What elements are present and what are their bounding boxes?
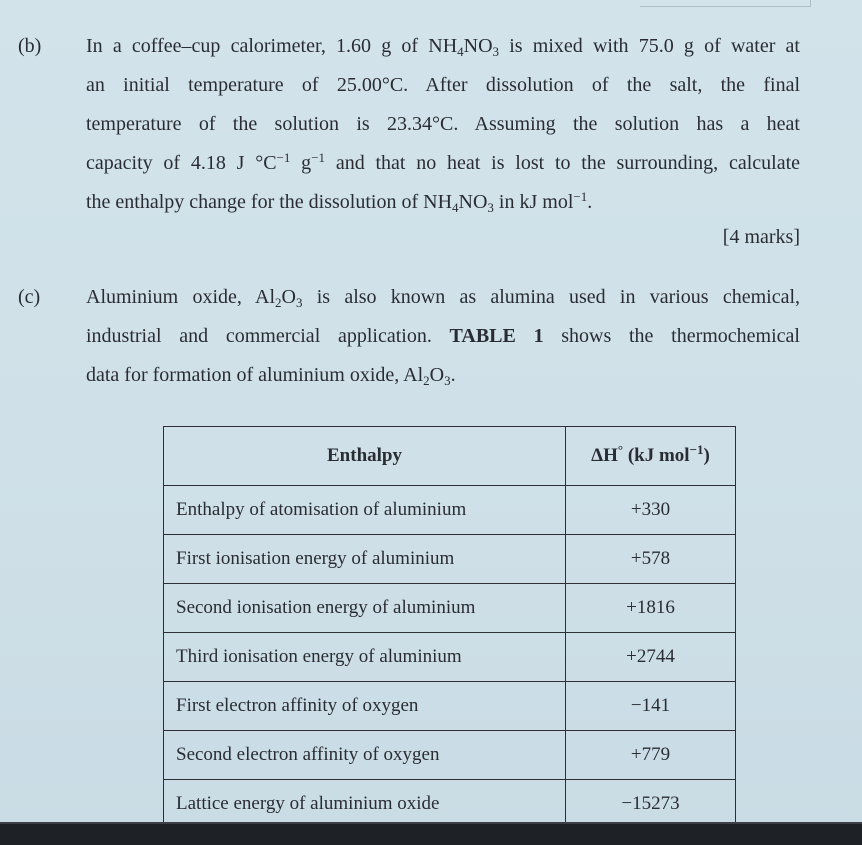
part-c-text	[86, 278, 800, 395]
part-c-line-3: data for formation of aluminium oxide, $Al_2O_3$.	[86, 364, 456, 388]
row-enthalpy-name: Lattice energy of aluminium oxide	[164, 780, 566, 829]
row-enthalpy-value: +578	[566, 535, 736, 584]
row-enthalpy-name: First ionisation energy of aluminium	[164, 535, 566, 584]
part-c-label: (c)	[18, 286, 41, 308]
row-enthalpy-name: Third ionisation energy of aluminium	[164, 633, 566, 682]
part-c-line-2-text: industrial and commercial application. TABLE 1 shows the thermochemical	[86, 325, 800, 347]
table-reference: TABLE 1	[449, 325, 544, 347]
header-delta-h: ΔH° (kJ mol$^{-1}$)	[566, 427, 736, 486]
table-row	[164, 731, 736, 780]
part-c-line-1: Aluminium oxide, $Al_2O_3$ is also known as alumina used in various chemical,	[86, 286, 801, 310]
row-enthalpy-name: Second ionisation energy of aluminium	[164, 584, 566, 633]
row-enthalpy-name: First electron affinity of oxygen	[164, 682, 566, 731]
table-row	[164, 633, 736, 682]
part-b-line-4: capacity of 4.18 J $^\circ C^{-1}$ $g^{-1}$ and that no heat is lost to the surrounding, calculate	[86, 150, 801, 174]
thermochemical-data-table	[163, 426, 736, 829]
row-enthalpy-value: +779	[566, 731, 736, 780]
table-row	[164, 486, 736, 535]
row-enthalpy-name: Enthalpy of atomisation of aluminium	[164, 486, 566, 535]
row-enthalpy-name: Second electron affinity of oxygen	[164, 731, 566, 780]
part-b-marks: [4 marks]	[722, 226, 800, 248]
part-b-label: (b)	[18, 35, 42, 57]
row-enthalpy-value: −141	[566, 682, 736, 731]
screen-bottom-edge	[0, 822, 862, 845]
table-row	[164, 584, 736, 633]
page-edge-mark	[640, 0, 811, 7]
part-b-line-3: temperature of the solution is 23.34°C. Assuming the solution has a heat	[86, 113, 800, 135]
part-b-line-5: the enthalpy change for the dissolution of $NH_4NO_3$ in kJ mol$^{-1}$.	[86, 189, 593, 215]
part-b-line-2: an initial temperature of 25.00°C. After dissolution of the salt, the final	[86, 74, 800, 96]
part-b-text	[86, 27, 800, 222]
table-row	[164, 682, 736, 731]
table-header-row	[164, 427, 736, 486]
part-c-line-2	[86, 317, 800, 356]
table-row	[164, 535, 736, 584]
part-b-line-1: In a coffee–cup calorimeter, 1.60 g of $NH_4NO_3$ is mixed with 75.0 g of water at	[86, 35, 800, 59]
row-enthalpy-value: −15273	[566, 780, 736, 829]
row-enthalpy-value: +2744	[566, 633, 736, 682]
row-enthalpy-value: +1816	[566, 584, 736, 633]
row-enthalpy-value: +330	[566, 486, 736, 535]
header-enthalpy: Enthalpy	[164, 427, 566, 486]
